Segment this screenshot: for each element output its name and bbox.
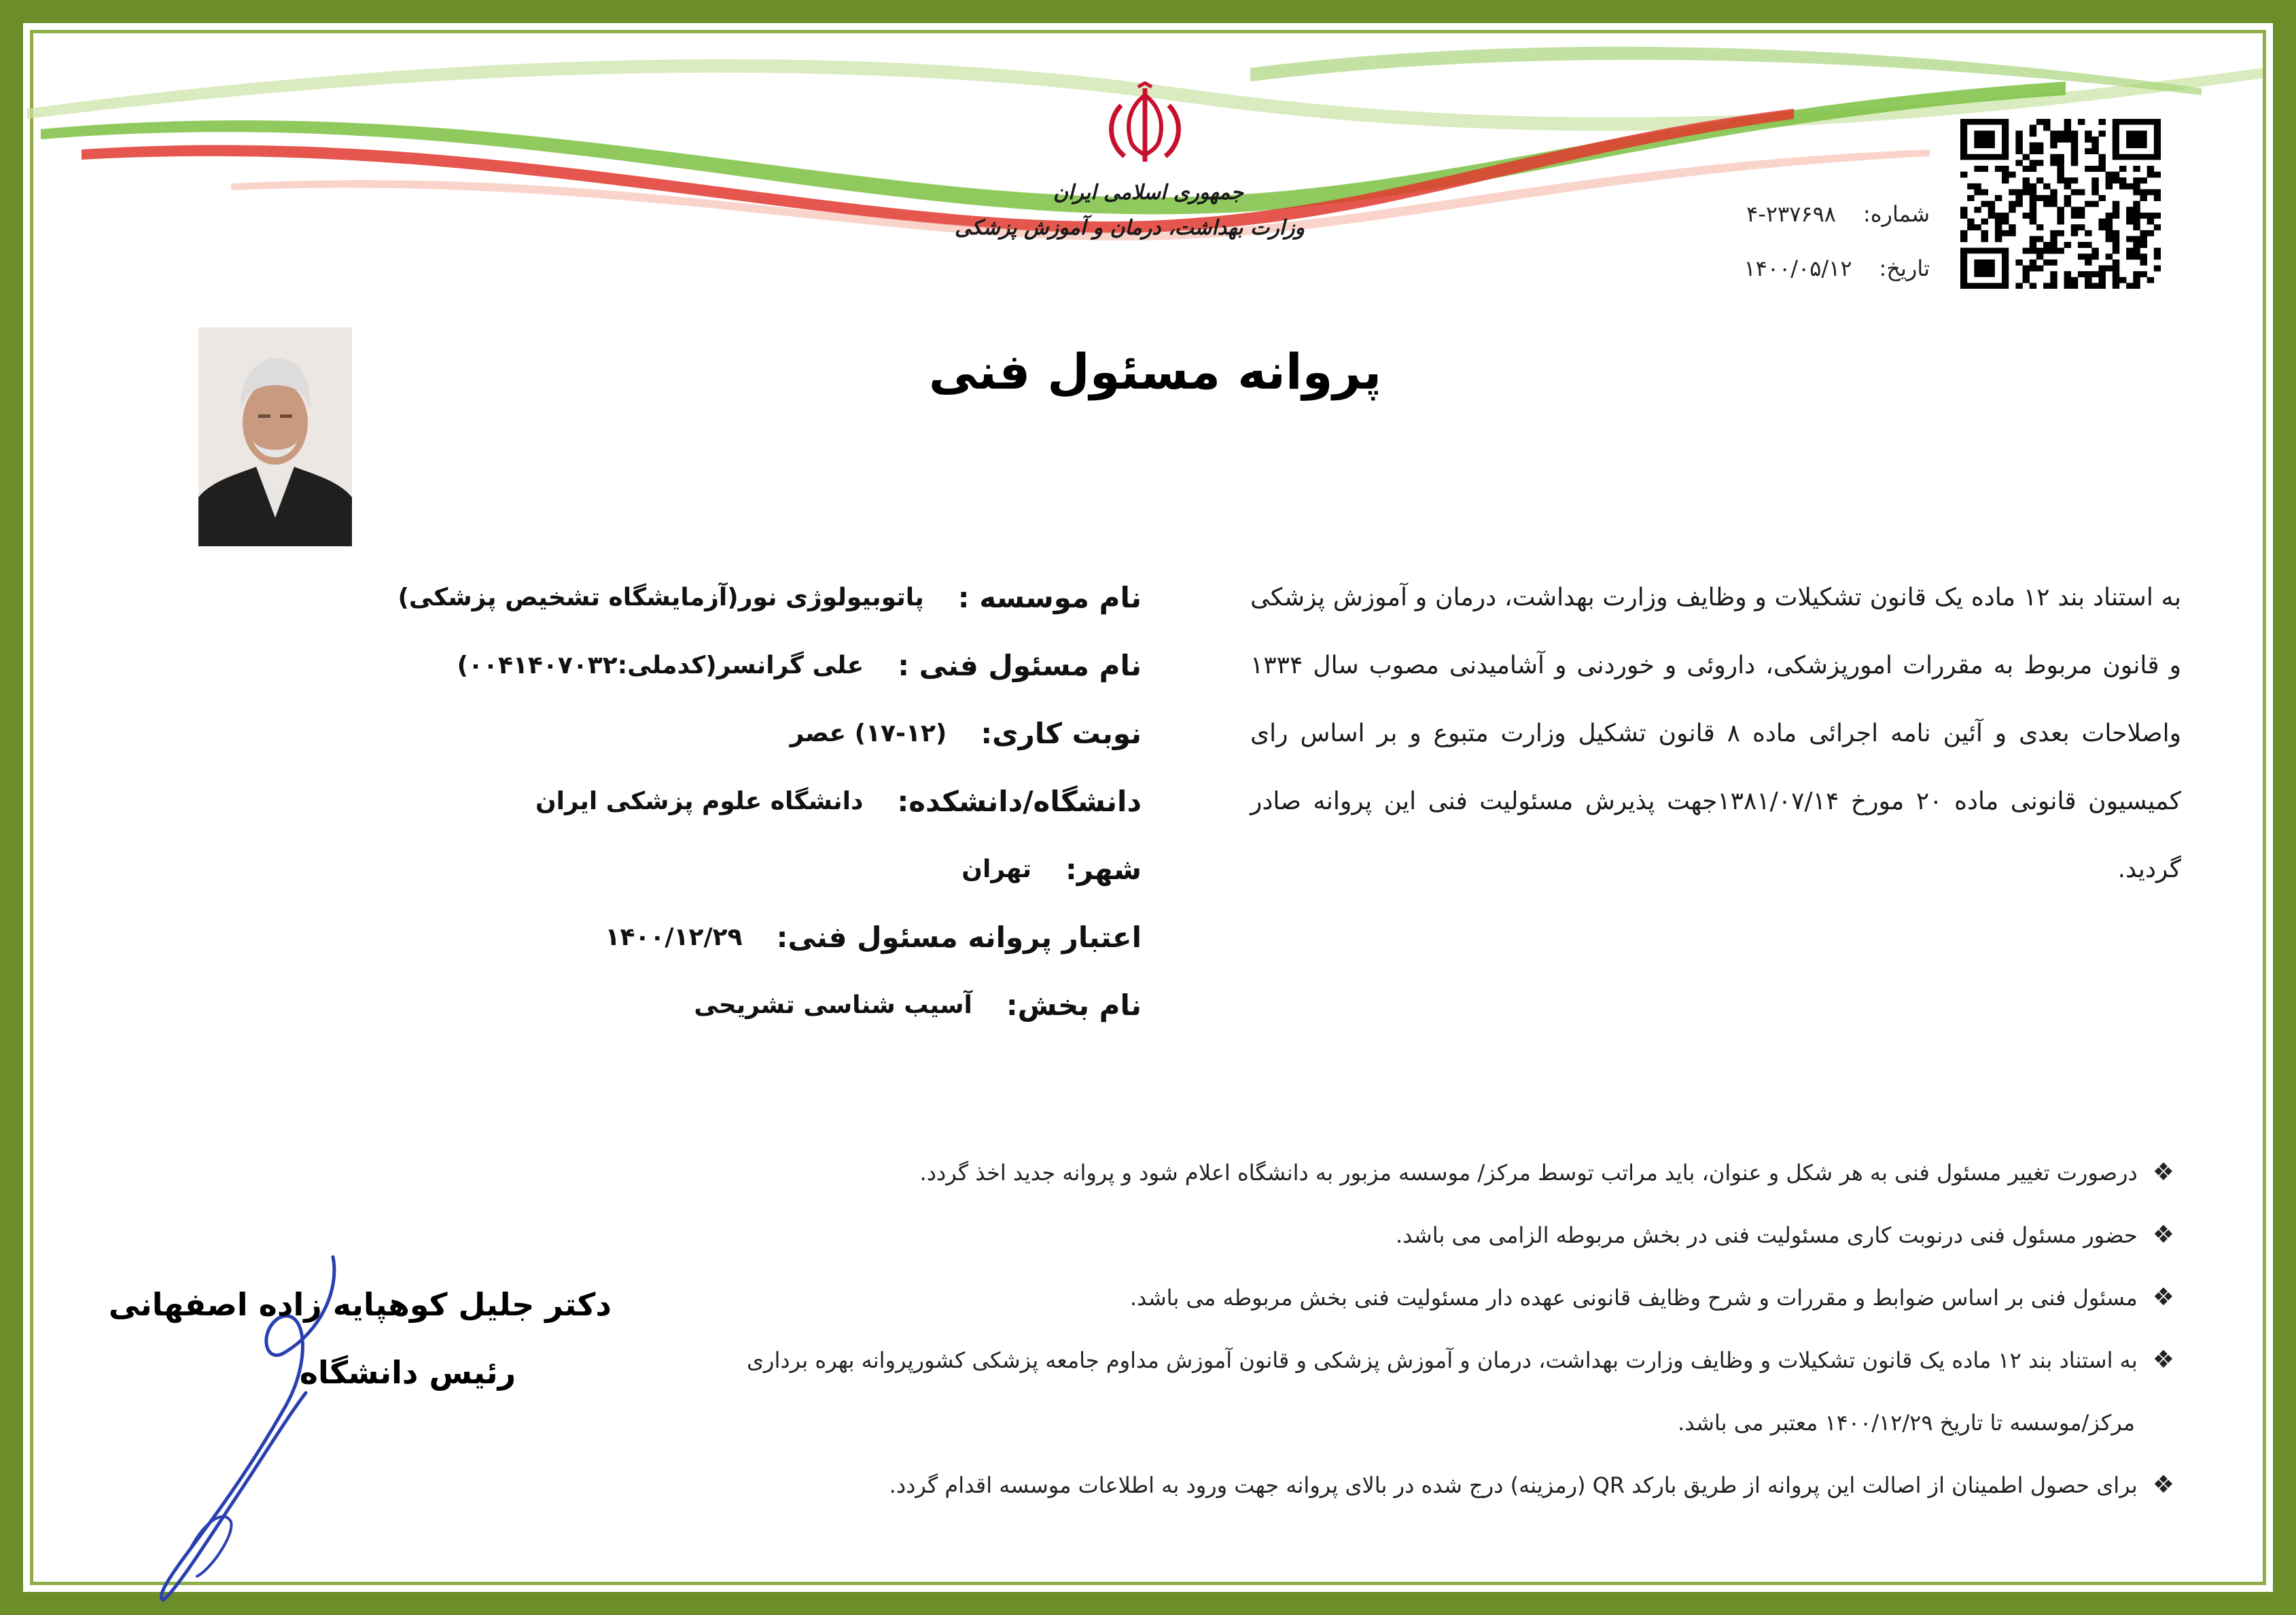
- note-item: [679, 1329, 2174, 1391]
- date-value: ۱۴۰۰/۰۵/۱۲: [1744, 255, 1852, 281]
- bullet-icon: ❖: [2152, 1283, 2174, 1311]
- field-university: [530, 768, 1142, 836]
- note-item: [679, 1204, 2174, 1266]
- person-portrait-image: [198, 327, 352, 546]
- bullet-icon: ❖: [2152, 1158, 2174, 1186]
- bullet-icon: ❖: [2152, 1471, 2174, 1499]
- note-text: حضور مسئول فنی درنوبت کاری مسئولیت فنی در بخش مربوطه الزامی می باشد.: [1395, 1222, 2138, 1248]
- license-fields: [398, 564, 1142, 1040]
- date-label: تاریخ:: [1879, 255, 1930, 281]
- notes-list: [679, 1141, 2174, 1516]
- signer-block: [108, 1271, 612, 1406]
- field-validity: [530, 904, 1142, 972]
- page-title: پروانه مسئول فنی: [928, 343, 1382, 400]
- field-value: پاتوبیولوژی نور(آزمایشگاه تشخیص پزشکی): [398, 584, 924, 611]
- note-item: [679, 1266, 2174, 1329]
- field-shift: [530, 700, 1142, 768]
- field-value: علی گرانسر(کدملی:۰۰۴۱۴۰۷۰۳۲): [457, 652, 864, 679]
- note-text: برای حصول اطمینان از اصالت این پروانه از طریق بارکد QR (رمزینه) درج شده در بالای پروانه جهت ورود به اطلاعات موسسه اقدام گردد.: [889, 1472, 2138, 1498]
- field-value: آسیب شناسی تشریحی: [694, 991, 972, 1019]
- field-label: نام موسسه :: [957, 581, 1142, 614]
- ministry-line-1: جمهوری اسلامی ایران: [1053, 181, 1244, 205]
- date-row: [1699, 241, 1930, 296]
- note-continuation: مرکز/موسسه تا تاریخ ۱۴۰۰/۱۲/۲۹ معتبر می باشد.: [1678, 1410, 2135, 1436]
- field-value: دانشگاه علوم پزشکی ایران: [535, 787, 864, 815]
- field-value: (۱۷-۱۲) عصر: [790, 720, 947, 747]
- field-label: نوبت کاری:: [981, 717, 1142, 750]
- number-value: ۴-۲۳۷۶۹۸: [1746, 201, 1836, 227]
- ministry-line-2: وزارت بهداشت، درمان و آموزش پزشکی: [955, 216, 1305, 240]
- field-technical-officer: [457, 632, 1142, 700]
- number-label: شماره:: [1862, 201, 1930, 227]
- field-value: ۱۴۰۰/۱۲/۲۹: [605, 923, 743, 951]
- reference-block: [1699, 187, 1930, 296]
- field-label: دانشگاه/دانشکده:: [897, 785, 1142, 818]
- ministry-title: [955, 175, 1305, 246]
- note-text: درصورت تغییر مسئول فنی به هر شکل و عنوان، باید مراتب توسط مرکز/ موسسه مزبور به دانشگاه اعلام شود و پروانه جدید اخذ گردد.: [919, 1160, 2138, 1186]
- field-value: تهران: [961, 855, 1032, 883]
- field-city: [530, 836, 1142, 904]
- field-label: شهر:: [1065, 853, 1142, 886]
- field-label: نام بخش:: [1006, 989, 1142, 1022]
- qr-code: [1960, 119, 2161, 289]
- field-institution: [398, 564, 1142, 632]
- person-photo: [198, 327, 352, 546]
- field-label: نام مسئول فنی :: [898, 649, 1142, 682]
- bullet-icon: ❖: [2152, 1221, 2174, 1249]
- authorization-paragraph: به استناد بند ۱۲ ماده یک قانون تشکیلات و وظایف وزارت بهداشت، درمان و آموزش پزشکی و قانون مربوط به مقررات امورپزشکی، داروئی و خوردنی و آشامیدنی مصوب سال ۱۳۳۴ واصلاحات بعدی و آئین نامه اجرائی ماده ۸ قانون تشکیل وزارت متبوع و بر اساس رای کمیسیون قانونی ماده ۲۰ مورخ ۱۳۸۱/۰۷/۱۴جهت پذیرش مسئولیت فنی این پروانه صادر گردید.: [1250, 584, 2182, 883]
- iran-emblem-icon: [1094, 82, 1196, 170]
- qr-code-icon: [1960, 119, 2161, 289]
- note-text: به استناد بند ۱۲ ماده یک قانون تشکیلات و وظایف وزارت بهداشت، درمان و آموزش پزشکی و قانون آموزش مداوم جامعه پزشکی کشورپروانه بهره برداری: [746, 1347, 2138, 1373]
- signer-position: رئیس دانشگاه: [299, 1354, 516, 1391]
- number-row: [1699, 187, 1930, 241]
- field-label: اعتبار پروانه مسئول فنی:: [776, 921, 1142, 954]
- bullet-icon: ❖: [2152, 1346, 2174, 1374]
- note-text: مسئول فنی بر اساس ضوابط و مقررات و شرح وظایف قانونی عهده دار مسئولیت فنی بخش مربوطه می باشد.: [1129, 1285, 2138, 1311]
- note-item: [679, 1141, 2174, 1204]
- signer-name: دکتر جلیل کوهپایه زاده اصفهانی: [108, 1286, 612, 1323]
- note-item: [679, 1454, 2174, 1516]
- field-department: [530, 972, 1142, 1040]
